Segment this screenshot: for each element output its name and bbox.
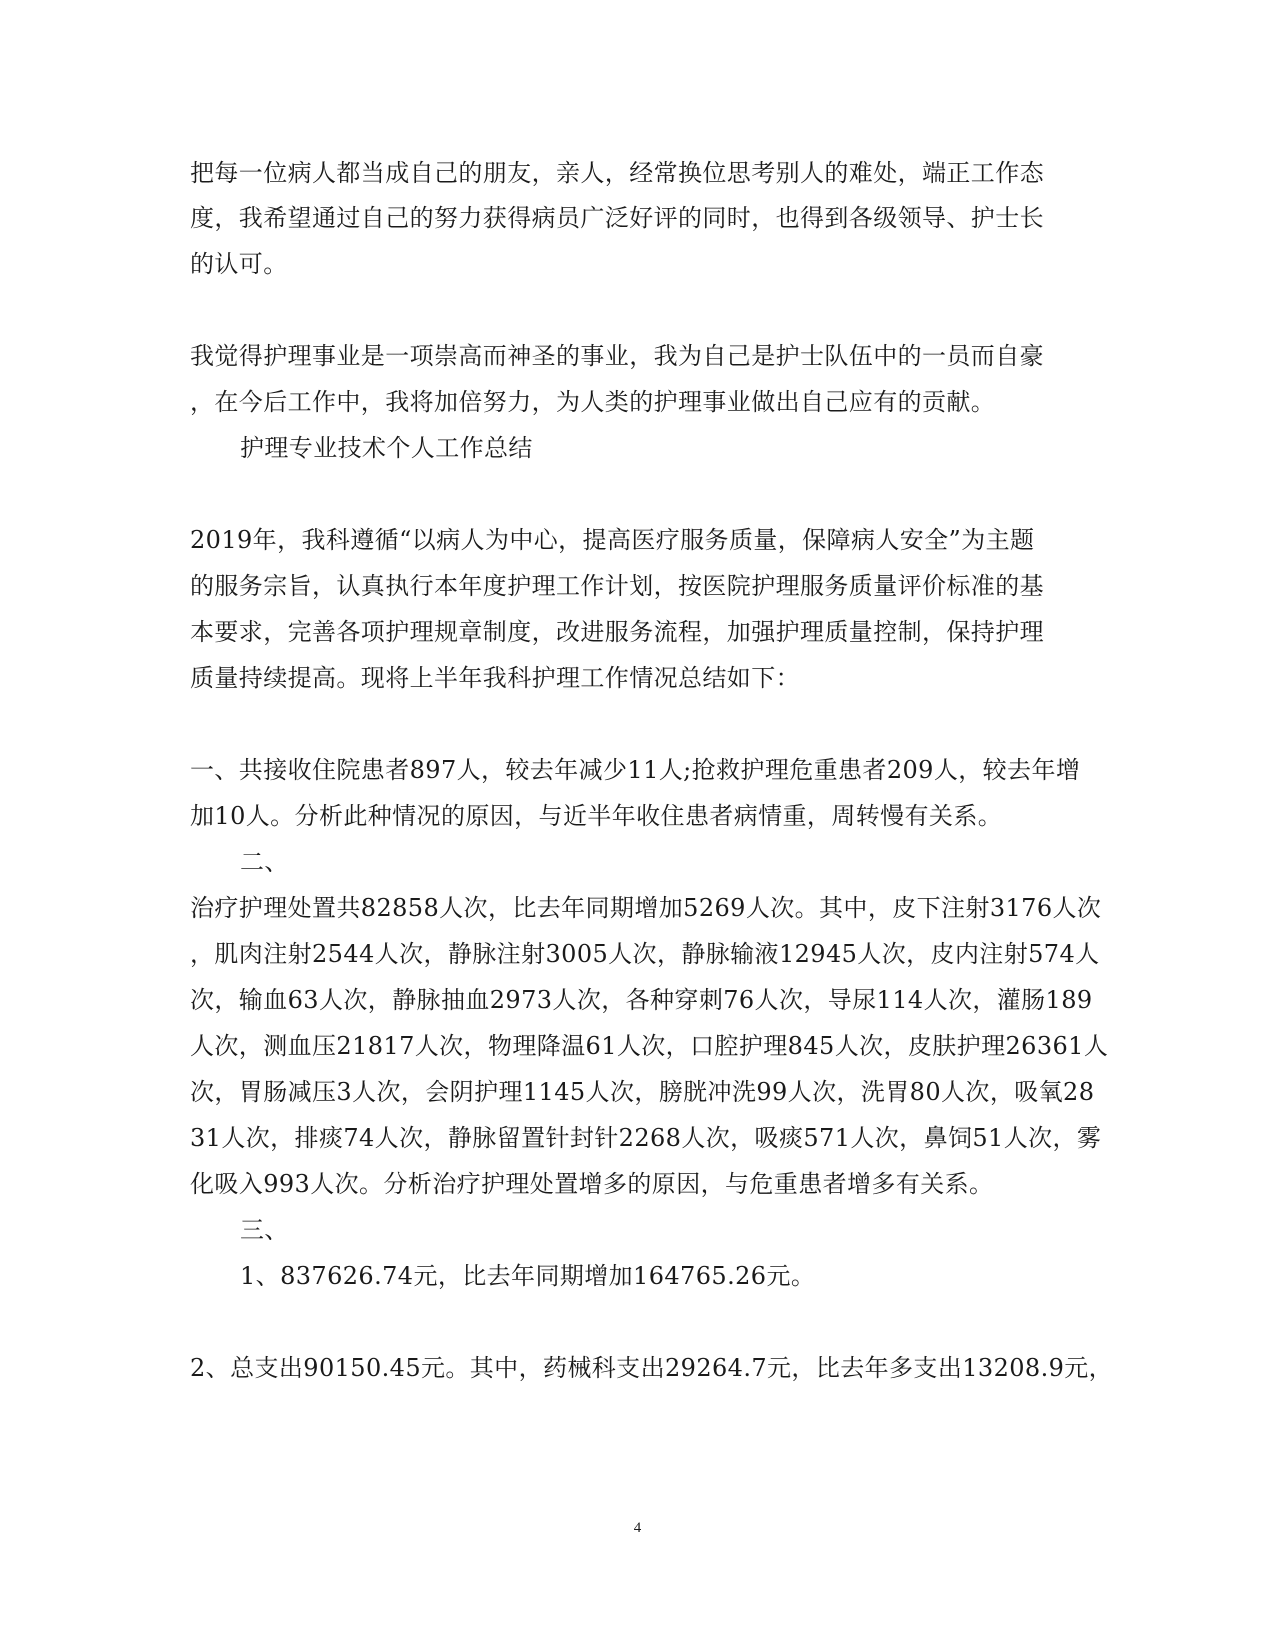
text-line: 把每一位病人都当成自己的朋友，亲人，经常换位思考别人的难处，端正工作态: [190, 159, 1044, 187]
page-number: 4: [633, 1520, 642, 1536]
section-heading: 二、: [240, 848, 289, 876]
text-line: 的认可。: [190, 250, 288, 278]
text-line: 次，胃肠减压3人次，会阴护理1145人次，膀胱冲洗99人次，洗胃80人次，吸氧28: [190, 1078, 1095, 1106]
text-line: 次，输血63人次，静脉抽血2973人次，各种穿刺76人次，导尿114人次，灌肠189: [190, 986, 1093, 1014]
text-line: 质量持续提高。现将上半年我科护理工作情况总结如下：: [190, 664, 800, 692]
text-line: 治疗护理处置共82858人次，比去年同期增加5269人次。其中，皮下注射3176人次: [190, 894, 1102, 922]
section-title: 护理专业技术个人工作总结: [240, 434, 533, 462]
text-line: 2019年，我科遵循“以病人为中心，提高医疗服务质量，保障病人安全”为主题: [190, 526, 1035, 554]
text-line: 我觉得护理事业是一项崇高而神圣的事业，我为自己是护士队伍中的一员而自豪: [190, 342, 1044, 370]
text-line: 1、837626.74元，比去年同期增加164765.26元。: [240, 1262, 816, 1290]
text-line: 本要求，完善各项护理规章制度，改进服务流程，加强护理质量控制，保持护理: [190, 618, 1044, 646]
text-line: 加10人。分析此种情况的原因，与近半年收住患者病情重，周转慢有关系。: [190, 802, 1003, 830]
text-line: ，肌肉注射2544人次，静脉注射3005人次，静脉输液12945人次，皮内注射574人: [190, 940, 1100, 968]
text-line: 度，我希望通过自己的努力获得病员广泛好评的同时，也得到各级领导、护士长: [190, 204, 1044, 232]
section-heading: 三、: [240, 1216, 289, 1244]
text-line: 化吸入993人次。分析治疗护理处置增多的原因，与危重患者增多有关系。: [190, 1170, 994, 1198]
text-line: 31人次，排痰74人次，静脉留置针封针2268人次，吸痰571人次，鼻饲51人次，雾: [190, 1124, 1102, 1152]
text-line: 的服务宗旨，认真执行本年度护理工作计划，按医院护理服务质量评价标准的基: [190, 572, 1044, 600]
text-line: 2、总支出90150.45元。其中，药械科支出29264.7元，比去年多支出13208.9元，: [190, 1354, 1114, 1382]
text-line: 一、共接收住院患者897人，较去年减少11人;抢救护理危重患者209人，较去年增: [190, 756, 1081, 784]
text-line: 人次，测血压21817人次，物理降温61人次，口腔护理845人次，皮肤护理26361人: [190, 1032, 1109, 1060]
text-line: ，在今后工作中，我将加倍努力，为人类的护理事业做出自己应有的贡献。: [190, 388, 996, 416]
